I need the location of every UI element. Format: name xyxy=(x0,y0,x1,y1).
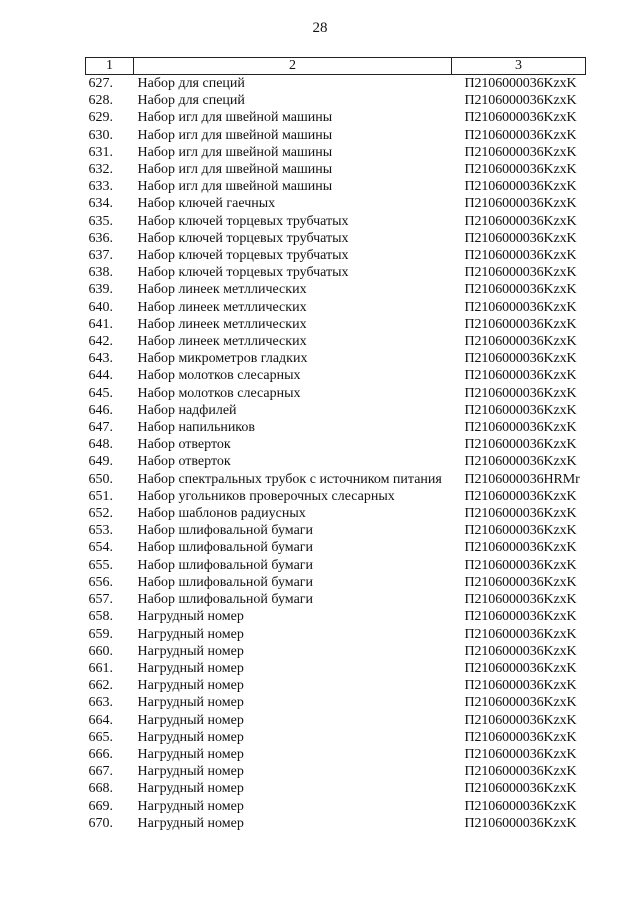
table-row xyxy=(86,195,586,212)
row-number: 657. xyxy=(88,592,113,608)
item-name: Нагрудный номер xyxy=(137,798,244,814)
table-row xyxy=(86,660,586,677)
row-number: 656. xyxy=(88,574,113,590)
row-number: 664. xyxy=(88,712,113,728)
table-row xyxy=(86,626,586,643)
table-row xyxy=(86,815,586,832)
item-code: П2106000036KzxK xyxy=(464,609,577,625)
item-name: Набор для специй xyxy=(137,93,245,109)
table-row xyxy=(86,316,586,333)
table-row xyxy=(86,608,586,625)
item-code: П2106000036KzxK xyxy=(464,781,577,797)
row-number: 631. xyxy=(88,144,113,160)
item-code: П2106000036KzxK xyxy=(464,110,577,126)
table-row xyxy=(86,453,586,470)
table-row xyxy=(86,712,586,729)
row-number: 668. xyxy=(88,781,113,797)
table-row xyxy=(86,385,586,402)
item-name: Набор игл для швейной машины xyxy=(137,179,333,195)
table-row xyxy=(86,213,586,230)
item-code: П2106000036KzxK xyxy=(464,523,577,539)
row-number: 659. xyxy=(88,626,113,642)
item-code: П2106000036KzxK xyxy=(464,488,577,504)
item-name: Набор линеек метллических xyxy=(137,334,307,350)
table-row xyxy=(86,109,586,126)
item-name: Набор для специй xyxy=(137,76,245,91)
table-row xyxy=(86,643,586,660)
item-code: П2106000036KzxK xyxy=(464,351,577,367)
row-number: 662. xyxy=(88,678,113,694)
item-code: П2106000036KzxK xyxy=(464,643,577,659)
row-number: 638. xyxy=(88,265,113,281)
row-number: 645. xyxy=(88,385,113,401)
item-name: Набор напильников xyxy=(137,420,256,436)
table-row xyxy=(86,144,586,161)
item-name: Нагрудный номер xyxy=(137,815,244,831)
row-number: 665. xyxy=(88,729,113,745)
row-number: 669. xyxy=(88,798,113,814)
row-number: 647. xyxy=(88,420,113,436)
item-code: П2106000036KzxK xyxy=(464,574,577,590)
item-name: Набор шаблонов радиусных xyxy=(137,506,306,522)
table-header xyxy=(86,58,586,75)
table-row xyxy=(86,127,586,144)
item-code: П2106000036KzxK xyxy=(464,437,577,453)
item-name: Набор шлифовальной бумаги xyxy=(137,523,314,539)
table-row xyxy=(86,299,586,316)
item-code: П2106000036KzxK xyxy=(464,93,577,109)
item-name: Набор игл для швейной машины xyxy=(137,162,333,178)
item-name: Набор угольников проверочных слесарных xyxy=(137,488,395,504)
item-name: Набор шлифовальной бумаги xyxy=(137,540,314,556)
table-row xyxy=(86,488,586,505)
table-row xyxy=(86,780,586,797)
column-header-name: 2 xyxy=(134,58,452,75)
item-code: П2106000036KzxK xyxy=(464,540,577,556)
item-code: П2106000036KzxK xyxy=(464,678,577,694)
item-name: Набор шлифовальной бумаги xyxy=(137,592,314,608)
table-row xyxy=(86,522,586,539)
item-code: П2106000036KzxK xyxy=(464,299,577,315)
table-row xyxy=(86,798,586,815)
row-number: 658. xyxy=(88,609,113,625)
table-row xyxy=(86,75,586,93)
table-row xyxy=(86,677,586,694)
item-name: Набор игл для швейной машины xyxy=(137,144,333,160)
table-row xyxy=(86,471,586,488)
row-number: 652. xyxy=(88,506,113,522)
item-code: П2106000036KzxK xyxy=(464,746,577,762)
table-row xyxy=(86,505,586,522)
header-row xyxy=(86,58,586,75)
item-name: Набор ключей торцевых трубчатых xyxy=(137,213,349,229)
row-number: 649. xyxy=(88,454,113,470)
item-code: П2106000036KzxK xyxy=(464,316,577,332)
item-name: Набор надфилей xyxy=(137,402,237,418)
item-name: Нагрудный номер xyxy=(137,643,244,659)
row-number: 670. xyxy=(88,815,113,831)
row-number: 650. xyxy=(88,471,113,487)
column-header-number: 1 xyxy=(86,58,134,75)
table-row xyxy=(86,419,586,436)
table-row xyxy=(86,729,586,746)
row-number: 666. xyxy=(88,746,113,762)
row-number: 663. xyxy=(88,695,113,711)
table-row xyxy=(86,333,586,350)
item-name: Нагрудный номер xyxy=(137,660,244,676)
item-name: Набор ключей гаечных xyxy=(137,196,276,212)
row-number: 661. xyxy=(88,660,113,676)
row-number: 633. xyxy=(88,179,113,195)
item-code: П2106000036HRMr xyxy=(464,471,580,487)
table-row xyxy=(86,367,586,384)
row-number: 640. xyxy=(88,299,113,315)
table-body xyxy=(86,75,586,832)
item-code: П2106000036KzxK xyxy=(464,334,577,350)
item-code: П2106000036KzxK xyxy=(464,626,577,642)
item-code: П2106000036KzxK xyxy=(464,76,577,91)
table-row xyxy=(86,539,586,556)
item-code: П2106000036KzxK xyxy=(464,213,577,229)
item-name: Набор отверток xyxy=(137,454,231,470)
item-name: Набор ключей торцевых трубчатых xyxy=(137,230,349,246)
item-name: Набор игл для швейной машины xyxy=(137,127,333,143)
item-name: Набор линеек метллических xyxy=(137,282,307,298)
item-code: П2106000036KzxK xyxy=(464,162,577,178)
row-number: 629. xyxy=(88,110,113,126)
table-row xyxy=(86,746,586,763)
item-code: П2106000036KzxK xyxy=(464,695,577,711)
row-number: 637. xyxy=(88,248,113,264)
item-code: П2106000036KzxK xyxy=(464,660,577,676)
row-number: 654. xyxy=(88,540,113,556)
row-number: 651. xyxy=(88,488,113,504)
row-number: 642. xyxy=(88,334,113,350)
item-code: П2106000036KzxK xyxy=(464,196,577,212)
item-code: П2106000036KzxK xyxy=(464,454,577,470)
item-name: Набор линеек метллических xyxy=(137,316,307,332)
item-code: П2106000036KzxK xyxy=(464,402,577,418)
row-number: 639. xyxy=(88,282,113,298)
row-number: 655. xyxy=(88,557,113,573)
item-code: П2106000036KzxK xyxy=(464,798,577,814)
item-name: Нагрудный номер xyxy=(137,729,244,745)
item-name: Набор спектральных трубок с источником питания xyxy=(137,471,442,487)
item-code: П2106000036KzxK xyxy=(464,815,577,831)
item-code: П2106000036KzxK xyxy=(464,179,577,195)
item-code: П2106000036KzxK xyxy=(464,506,577,522)
row-number: 660. xyxy=(88,643,113,659)
item-code: П2106000036KzxK xyxy=(464,368,577,384)
item-code: П2106000036KzxK xyxy=(464,729,577,745)
item-name: Набор линеек метллических xyxy=(137,299,307,315)
row-number: 634. xyxy=(88,196,113,212)
row-number: 636. xyxy=(88,230,113,246)
table-row xyxy=(86,763,586,780)
row-number: 632. xyxy=(88,162,113,178)
item-name: Нагрудный номер xyxy=(137,712,244,728)
table-row xyxy=(86,161,586,178)
item-name: Набор шлифовальной бумаги xyxy=(137,557,314,573)
item-code: П2106000036KzxK xyxy=(464,557,577,573)
item-name: Нагрудный номер xyxy=(137,626,244,642)
item-code: П2106000036KzxK xyxy=(464,248,577,264)
row-number: 667. xyxy=(88,764,113,780)
item-code: П2106000036KzxK xyxy=(464,712,577,728)
row-number: 646. xyxy=(88,402,113,418)
item-name: Набор ключей торцевых трубчатых xyxy=(137,265,349,281)
row-number: 648. xyxy=(88,437,113,453)
item-name: Набор отверток xyxy=(137,437,231,453)
row-number: 635. xyxy=(88,213,113,229)
table-row xyxy=(86,574,586,591)
row-number: 644. xyxy=(88,368,113,384)
table-row xyxy=(86,230,586,247)
item-code: П2106000036KzxK xyxy=(464,230,577,246)
column-header-code: 3 xyxy=(452,58,586,75)
item-name: Нагрудный номер xyxy=(137,781,244,797)
row-number: 643. xyxy=(88,351,113,367)
table-row xyxy=(86,694,586,711)
item-name: Набор игл для швейной машины xyxy=(137,110,333,126)
row-number: 627. xyxy=(88,76,113,91)
item-code: П2106000036KzxK xyxy=(464,144,577,160)
table-row xyxy=(86,178,586,195)
item-code: П2106000036KzxK xyxy=(464,282,577,298)
table-row xyxy=(86,247,586,264)
items-table xyxy=(85,57,586,832)
item-name: Нагрудный номер xyxy=(137,609,244,625)
item-name: Набор молотков слесарных xyxy=(137,385,301,401)
row-number: 628. xyxy=(88,93,113,109)
item-code: П2106000036KzxK xyxy=(464,420,577,436)
item-code: П2106000036KzxK xyxy=(464,127,577,143)
table-row xyxy=(86,264,586,281)
row-number: 641. xyxy=(88,316,113,332)
page-number: 28 xyxy=(312,20,328,36)
item-name: Нагрудный номер xyxy=(137,746,244,762)
item-name: Набор микрометров гладких xyxy=(137,351,308,367)
table-row xyxy=(86,92,586,109)
table-row xyxy=(86,436,586,453)
item-name: Набор молотков слесарных xyxy=(137,368,301,384)
item-name: Набор ключей торцевых трубчатых xyxy=(137,248,349,264)
row-number: 630. xyxy=(88,127,113,143)
item-code: П2106000036KzxK xyxy=(464,592,577,608)
item-code: П2106000036KzxK xyxy=(464,265,577,281)
table-row xyxy=(86,557,586,574)
item-code: П2106000036KzxK xyxy=(464,764,577,780)
table-row xyxy=(86,350,586,367)
row-number: 653. xyxy=(88,523,113,539)
table-row xyxy=(86,591,586,608)
item-name: Набор шлифовальной бумаги xyxy=(137,574,314,590)
table-row xyxy=(86,402,586,419)
table-row xyxy=(86,281,586,298)
item-name: Нагрудный номер xyxy=(137,695,244,711)
item-code: П2106000036KzxK xyxy=(464,385,577,401)
item-name: Нагрудный номер xyxy=(137,764,244,780)
item-name: Нагрудный номер xyxy=(137,678,244,694)
